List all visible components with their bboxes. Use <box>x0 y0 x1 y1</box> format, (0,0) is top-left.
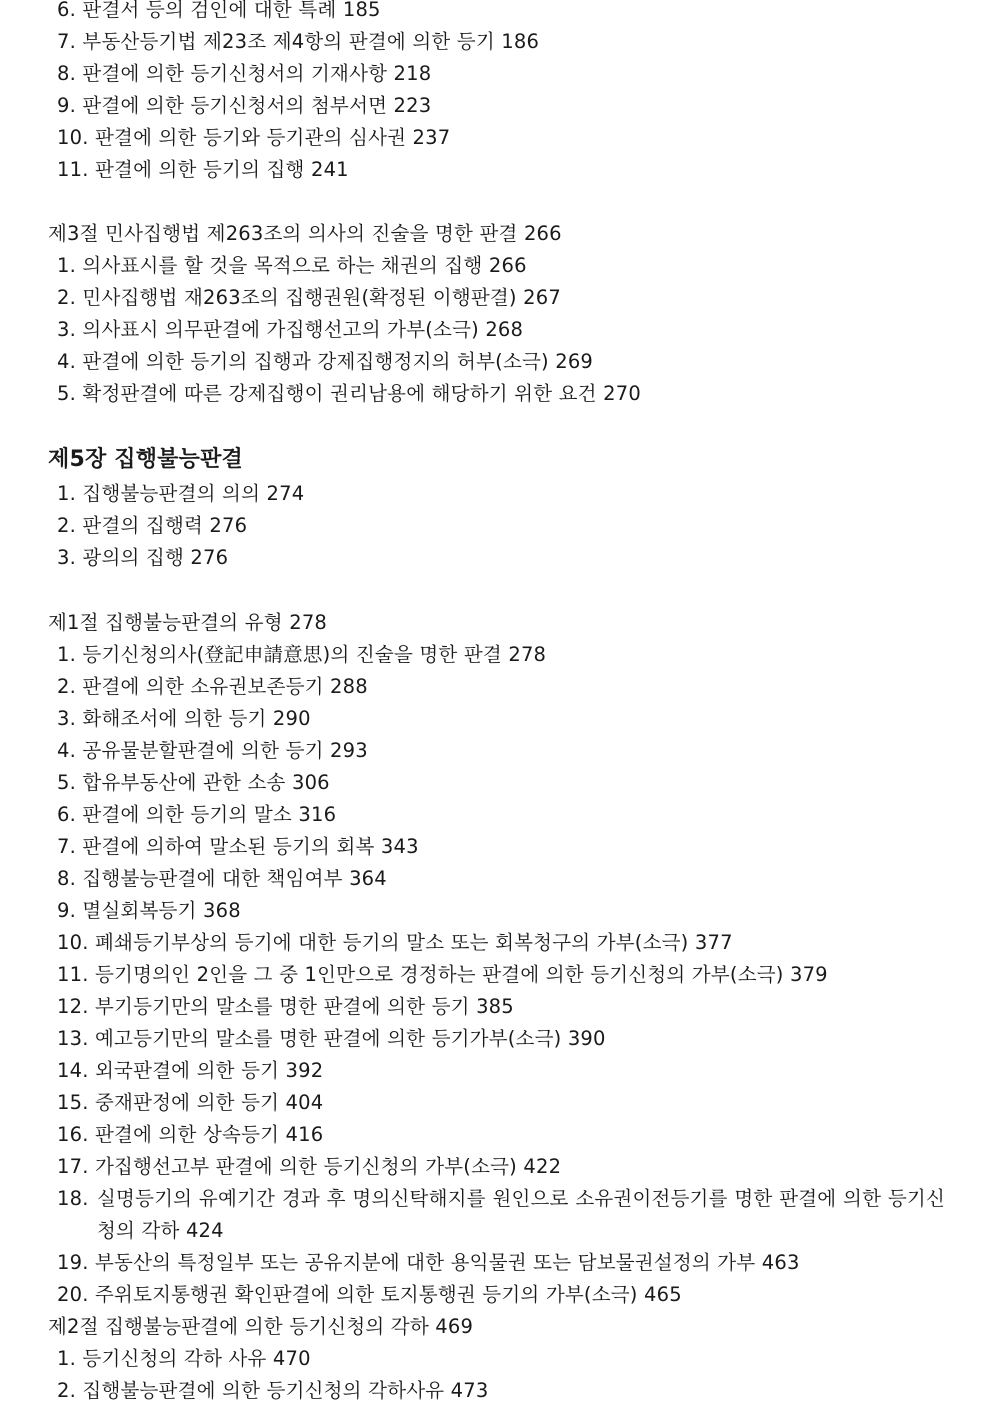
toc-item: 5. 확정판결에 따른 강제집행이 권리남용에 해당하기 위한 요건 270 <box>57 382 641 405</box>
toc-item: 1. 집행불능판결의 의의 274 <box>57 482 305 505</box>
toc-item: 11. 판결에 의한 등기의 집행 241 <box>57 158 349 181</box>
toc-item: 10. 폐쇄등기부상의 등기에 대한 등기의 말소 또는 회복청구의 가부(소극) 377 <box>57 931 733 954</box>
section-heading: 제1절 집행불능판결의 유형 278 <box>48 611 328 634</box>
toc-item-number: 18. <box>57 1187 89 1210</box>
toc-item: 3. 화해조서에 의한 등기 290 <box>57 707 311 730</box>
toc-item: 4. 공유물분할판결에 의한 등기 293 <box>57 739 368 762</box>
section-heading: 제2절 집행불능판결에 의한 등기신청의 각하 469 <box>48 1315 474 1338</box>
toc-item: 1. 의사표시를 할 것을 목적으로 하는 채권의 집행 266 <box>57 254 527 277</box>
toc-item: 11. 등기명의인 2인을 그 중 1인만으로 경정하는 판결에 의한 등기신청의 가부(소극) 379 <box>57 963 828 986</box>
toc-item: 14. 외국판결에 의한 등기 392 <box>57 1059 324 1082</box>
toc-item: 20. 주위토지통행권 확인판결에 의한 토지통행권 등기의 가부(소극) 465 <box>57 1283 682 1306</box>
toc-item-text: 실명등기의 유예기간 경과 후 명의신탁해지를 원인으로 소유권이전등기를 명한 판결에 의한 등기신청의 각하 424 <box>97 1187 945 1242</box>
toc-item: 3. 광의의 집행 276 <box>57 546 229 569</box>
toc-item: 4. 판결에 의한 등기의 집행과 강제집행정지의 허부(소극) 269 <box>57 350 594 373</box>
chapter-heading: 제5장 집행불능판결 <box>48 447 243 472</box>
toc-item: 1. 등기신청의사(登記申請意思)의 진술을 명한 판결 278 <box>57 643 547 666</box>
section-heading: 제3절 민사집행법 제263조의 의사의 진술을 명한 판결 266 <box>48 222 562 245</box>
toc-item: 1. 등기신청의 각하 사유 470 <box>57 1347 311 1370</box>
toc-item: 9. 멸실회복등기 368 <box>57 899 241 922</box>
toc-item: 19. 부동산의 특정일부 또는 공유지분에 대한 용익물권 또는 담보물권설정의 가부 463 <box>57 1251 800 1274</box>
toc-item: 8. 집행불능판결에 대한 책임여부 364 <box>57 867 387 890</box>
toc-item: 12. 부기등기만의 말소를 명한 판결에 의한 등기 385 <box>57 995 514 1018</box>
toc-item: 15. 중재판정에 의한 등기 404 <box>57 1091 324 1114</box>
toc-item: 16. 판결에 의한 상속등기 416 <box>57 1123 324 1146</box>
toc-item: 2. 민사집행법 재263조의 집행권원(확정된 이행판결) 267 <box>57 286 561 309</box>
toc-item: 2. 판결에 의한 소유권보존등기 288 <box>57 675 368 698</box>
toc-item: 8. 판결에 의한 등기신청서의 기재사항 218 <box>57 62 432 85</box>
toc-item: 3. 의사표시 의무판결에 가집행선고의 가부(소극) 268 <box>57 318 524 341</box>
toc-item: 6. 판결에 의한 등기의 말소 316 <box>57 803 337 826</box>
toc-item: 13. 예고등기만의 말소를 명한 판결에 의한 등기가부(소극) 390 <box>57 1027 606 1050</box>
toc-item: 9. 판결에 의한 등기신청서의 첨부서면 223 <box>57 94 432 117</box>
toc-item: 5. 합유부동산에 관한 소송 306 <box>57 771 330 794</box>
toc-item: 7. 판결에 의하여 말소된 등기의 회복 343 <box>57 835 419 858</box>
toc-item: 2. 판결의 집행력 276 <box>57 514 248 537</box>
toc-item: 2. 집행불능판결에 의한 등기신청의 각하사유 473 <box>57 1379 489 1402</box>
toc-item: 10. 판결에 의한 등기와 등기관의 심사권 237 <box>57 126 451 149</box>
toc-item: 7. 부동산등기법 제23조 제4항의 판결에 의한 등기 186 <box>57 30 540 53</box>
toc-item: 17. 가집행선고부 판결에 의한 등기신청의 가부(소극) 422 <box>57 1155 562 1178</box>
toc-item-wrapped <box>57 1183 945 1247</box>
toc-item: 6. 판결서 등의 검인에 대한 특례 185 <box>57 0 381 21</box>
